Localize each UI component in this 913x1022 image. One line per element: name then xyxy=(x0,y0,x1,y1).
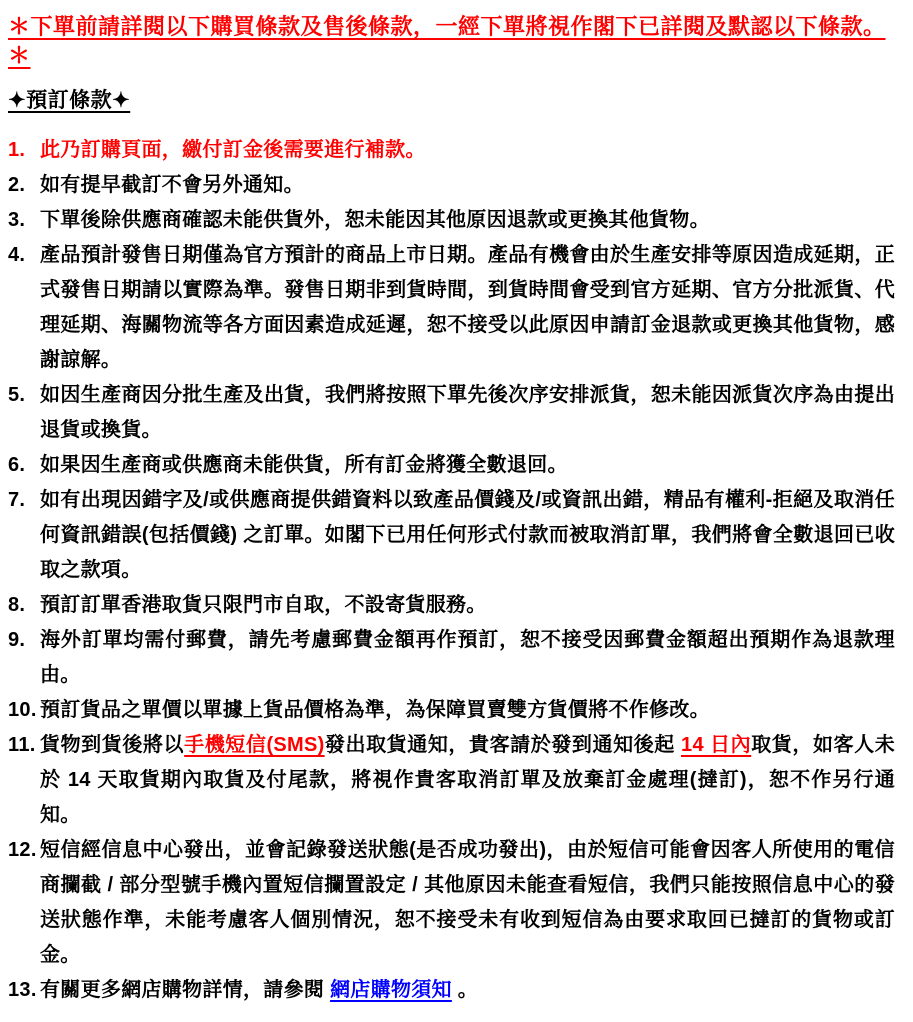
term-number: 13. xyxy=(8,979,37,1001)
term-text: 如有出現因錯字及/或供應商提供錯資料以致產品價錢及/或資訊出錯，精品有權利-拒絕及取消任何資訊錯誤(包括價錢) 之訂單。如閣下已用任何形式付款而被取消訂單，我們將會全數退回已收取之款項。 xyxy=(40,489,895,581)
term-number: 2. xyxy=(8,174,26,196)
term-number: 5. xyxy=(8,384,26,406)
sms-highlight: 手機短信(SMS) xyxy=(184,734,325,756)
term-text: 海外訂單均需付郵費，請先考慮郵費金額再作預訂，恕不接受因郵費金額超出預期作為退款理由。 xyxy=(40,629,895,686)
term-item-3 xyxy=(8,203,895,238)
term-number: 1. xyxy=(8,139,26,161)
term-number: 12. xyxy=(8,839,37,861)
term-item-4 xyxy=(8,238,895,378)
term-number: 8. xyxy=(8,594,26,616)
terms-list xyxy=(8,133,895,1008)
term-text: 下單後除供應商確認未能供貨外，恕未能因其他原因退款或更換其他貨物。 xyxy=(40,209,710,231)
term-number: 4. xyxy=(8,244,26,266)
term-item-2 xyxy=(8,168,895,203)
term-text: 產品預計發售日期僅為官方預計的商品上市日期。產品有機會由於生產安排等原因造成延期，正式發售日期請以實際為準。發售日期非到貨時間，到貨時間會受到官方延期、官方分批派貨、代理延期、海關物流等各方面因素造成延遲，恕不接受以此原因申請訂金退款或更換其他貨物，感謝諒解。 xyxy=(40,244,895,371)
term-text: 此乃訂購頁面，繳付訂金後需要進行補款。 xyxy=(40,139,426,161)
term-number: 7. xyxy=(8,489,26,511)
store-shopping-guide-link[interactable]: 網店購物須知 xyxy=(330,979,452,1001)
term-item-12 xyxy=(8,833,895,973)
term-item-11 xyxy=(8,728,895,833)
term-item-9 xyxy=(8,623,895,693)
term-text: 貨物到貨後將以 xyxy=(40,734,185,756)
term-text: 有關更多網店購物詳情，請參閱 xyxy=(40,979,331,1001)
term-item-7 xyxy=(8,483,895,588)
term-text: 如果因生產商或供應商未能供貨，所有訂金將獲全數退回。 xyxy=(40,454,568,476)
term-text: 取貨，如客人未於 14 天取貨期內取貨及付尾款，將視作貴客取消訂單及放棄訂金處理(撻訂)，恕不作另行通知。 xyxy=(40,734,895,826)
term-number: 10. xyxy=(8,699,37,721)
term-number: 6. xyxy=(8,454,26,476)
pre-order-notice-heading: ＊下單前請詳閱以下購買條款及售後條款，一經下單將視作閣下已詳閱及默認以下條款。＊ xyxy=(8,14,886,68)
term-item-5 xyxy=(8,378,895,448)
term-item-8 xyxy=(8,588,895,623)
term-item-10 xyxy=(8,693,895,728)
term-text: 預訂貨品之單價以單據上貨品價格為準，為保障買賣雙方貨價將不作修改。 xyxy=(40,699,710,721)
term-text: 如有提早截訂不會另外通知。 xyxy=(40,174,304,196)
term-item-13 xyxy=(8,973,895,1008)
term-text: 短信經信息中心發出，並會記錄發送狀態(是否成功發出)，由於短信可能會因客人所使用的電信商攔截 / 部分型號手機內置短信攔置設定 / 其他原因未能查看短信，我們只能按照信息中心的發送狀態作準，未能考慮客人個別情況，恕不接受未有收到短信為由要求取回已撻訂的貨物或訂金。 xyxy=(40,839,895,966)
term-number: 3. xyxy=(8,209,26,231)
term-text: 預訂訂單香港取貨只限門市自取，不設寄貨服務。 xyxy=(40,594,487,616)
term-item-1 xyxy=(8,133,895,168)
pickup-deadline-highlight: 14 日內 xyxy=(681,734,752,756)
term-text: 如因生產商因分批生產及出貨，我們將按照下單先後次序安排派貨，恕未能因派貨次序為由提出退貨或換貨。 xyxy=(40,384,895,441)
term-text: 。 xyxy=(451,979,479,1001)
term-item-6 xyxy=(8,448,895,483)
term-number: 11. xyxy=(8,734,36,756)
term-text: 發出取貨通知，貴客請於發到通知後起 xyxy=(324,734,682,756)
term-number: 9. xyxy=(8,629,26,651)
section-title-preorder-terms: ✦預訂條款✦ xyxy=(8,89,131,112)
